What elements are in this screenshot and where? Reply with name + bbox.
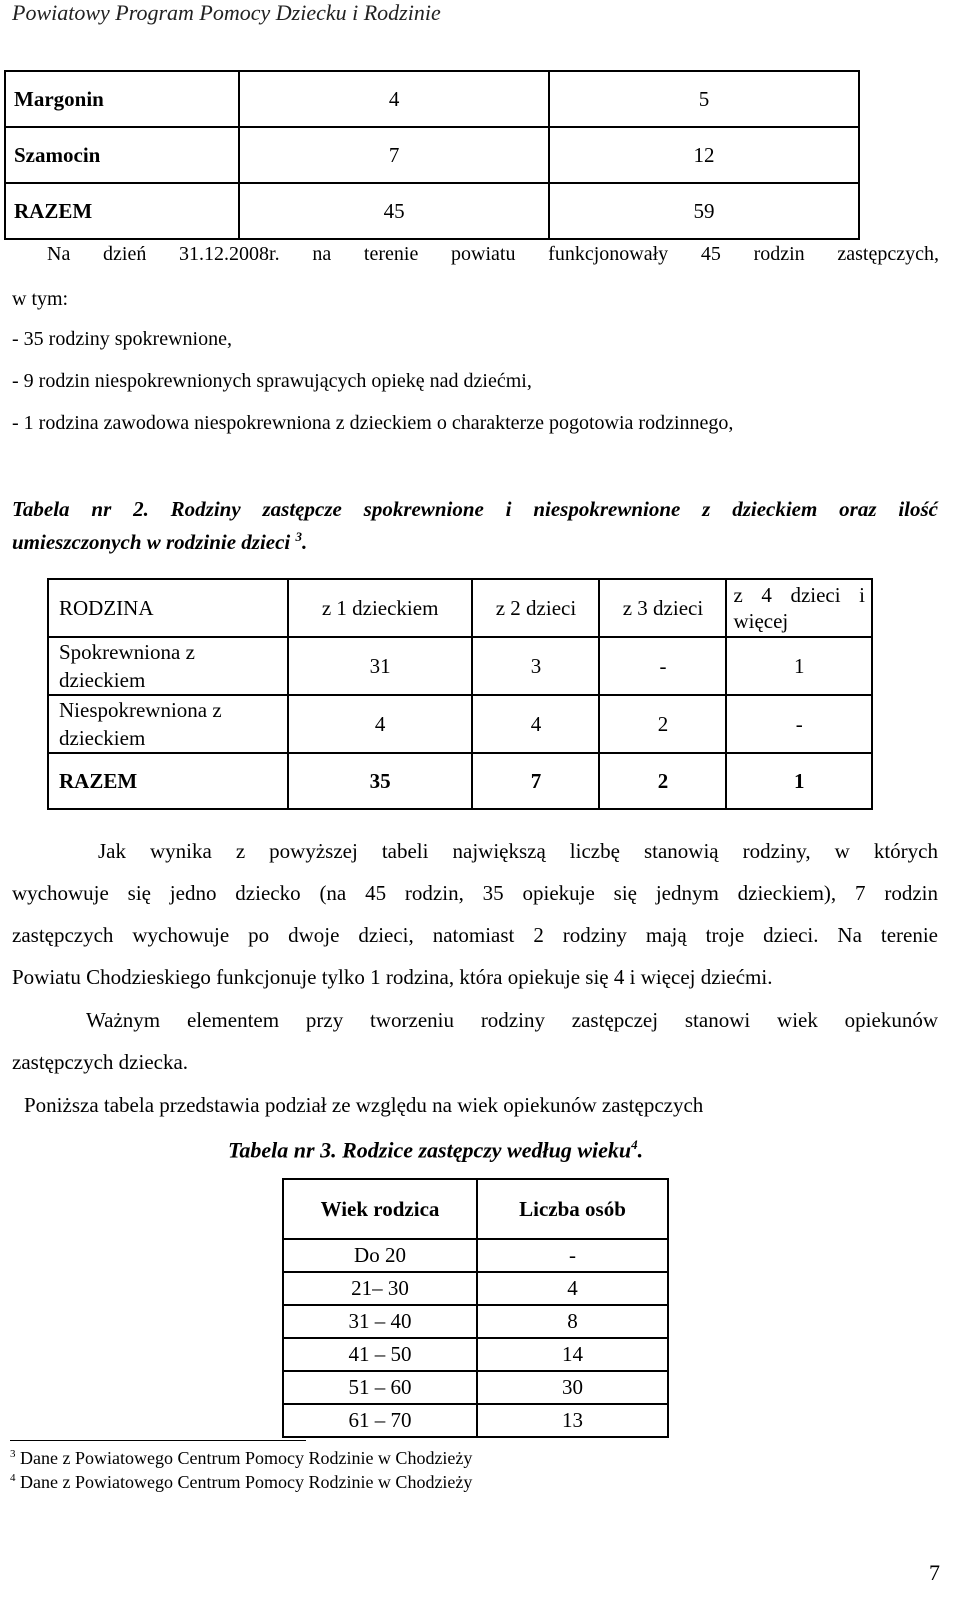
table-cell: 13 <box>477 1404 668 1437</box>
table-row <box>283 1305 668 1338</box>
table-cell: - <box>477 1239 668 1272</box>
table-cell: 14 <box>477 1338 668 1371</box>
paragraph-line: Na dzień 31.12.2008r. na terenie powiatu funkcjonowały 45 rodzin zastępczych, <box>47 243 939 265</box>
column-header: Wiek rodzica <box>283 1179 477 1239</box>
table-cell: 12 <box>549 127 859 183</box>
table-cell: Margonin <box>5 71 239 127</box>
table-cell: 4 <box>239 71 549 127</box>
list-item: - 1 rodzina zawodowa niespokrewniona z dzieckiem o charakterze pogotowia rodzinnego, <box>12 412 734 434</box>
table-cell: 5 <box>549 71 859 127</box>
list-item: - 35 rodziny spokrewnione, <box>12 328 232 350</box>
table-cell: 35 <box>288 753 473 809</box>
table-row <box>5 71 859 127</box>
table-cell: 31 <box>288 637 473 695</box>
column-header: Liczba osób <box>477 1179 668 1239</box>
table-header-row <box>48 579 872 637</box>
column-header: z 3 dzieci <box>599 579 726 637</box>
table-row <box>48 637 872 695</box>
column-header: RODZINA <box>48 579 288 637</box>
table-cell: 59 <box>549 183 859 239</box>
table-caption: Tabela nr 3. Rodzice zastępczy według wieku$^4$. <box>228 1137 644 1163</box>
table-cell: 31 – 40 <box>283 1305 477 1338</box>
column-header: z 2 dzieci <box>472 579 599 637</box>
paragraph-line: Powiatu Chodzieskiego funkcjonuje tylko 1 rodzina, która opiekuje się 4 i więcej dziećmi. <box>12 965 773 989</box>
table-cell: 4 <box>288 695 473 753</box>
table-cell: - <box>726 695 872 753</box>
table-row <box>48 695 872 753</box>
table-row <box>283 1404 668 1437</box>
paragraph-line: wychowuje się jedno dziecko (na 45 rodzin, 35 opiekuje się jednym dzieckiem), 7 rodzin <box>12 881 938 905</box>
table-cell: 7 <box>239 127 549 183</box>
table-row <box>283 1338 668 1371</box>
table-cell: Do 20 <box>283 1239 477 1272</box>
row-label: RAZEM <box>48 753 288 809</box>
row-label: Spokrewniona z dzieckiem <box>48 637 288 695</box>
paragraph-line: zastępczych wychowuje po dwoje dzieci, natomiast 2 rodziny mają troje dzieci. Na terenie <box>12 923 938 947</box>
footnote: $^4$ Dane z Powiatowego Centrum Pomocy Rodzinie w Chodzieży <box>10 1472 473 1492</box>
table-3 <box>282 1178 669 1438</box>
paragraph-line: Ważnym elementem przy tworzeniu rodziny zastępczej stanowi wiek opiekunów <box>86 1008 938 1032</box>
table-row <box>48 753 872 809</box>
page-header: Powiatowy Program Pomocy Dziecku i Rodzinie <box>12 0 441 25</box>
table-row <box>5 127 859 183</box>
table-cell: - <box>599 637 726 695</box>
table-row <box>283 1371 668 1404</box>
table-cell: 3 <box>472 637 599 695</box>
table-cell: 61 – 70 <box>283 1404 477 1437</box>
paragraph-line: Poniższa tabela przedstawia podział ze względu na wiek opiekunów zastępczych <box>24 1093 704 1117</box>
footnote: $^3$ Dane z Powiatowego Centrum Pomocy Rodzinie w Chodzieży <box>10 1448 473 1468</box>
table-cell: 1 <box>726 637 872 695</box>
table-row <box>283 1272 668 1305</box>
table-cell: 21– 30 <box>283 1272 477 1305</box>
table-caption: Tabela nr 2. Rodziny zastępcze spokrewnione i niespokrewnione z dzieckiem oraz ilość <box>12 497 938 521</box>
table-cell: RAZEM <box>5 183 239 239</box>
list-item: - 9 rodzin niespokrewnionych sprawujących opiekę nad dziećmi, <box>12 370 532 392</box>
table-2 <box>47 578 873 810</box>
table-cell: 2 <box>599 695 726 753</box>
paragraph-line: zastępczych dziecka. <box>12 1050 189 1074</box>
column-header: z 4 dzieci i więcej <box>726 579 872 637</box>
table-cell: 4 <box>472 695 599 753</box>
table-cell: 41 – 50 <box>283 1338 477 1371</box>
footnote-divider <box>10 1440 306 1441</box>
row-label: Niespokrewniona z dzieckiem <box>48 695 288 753</box>
table-header-row <box>283 1179 668 1239</box>
table-row <box>283 1239 668 1272</box>
page-number: 7 <box>929 1560 940 1585</box>
table-caption-line2: umieszczonych w rodzinie dzieci $^3$. <box>12 529 308 554</box>
table-cell: 2 <box>599 753 726 809</box>
table-cell: 1 <box>726 753 872 809</box>
table-row <box>5 183 859 239</box>
paragraph-line: Jak wynika z powyższej tabeli największą liczbę stanowią rodziny, w których <box>98 839 938 863</box>
table-cell: 30 <box>477 1371 668 1404</box>
table-1 <box>4 70 860 240</box>
column-header: z 1 dzieckiem <box>288 579 473 637</box>
table-cell: 7 <box>472 753 599 809</box>
table-cell: 51 – 60 <box>283 1371 477 1404</box>
table-cell: 4 <box>477 1272 668 1305</box>
table-cell: 45 <box>239 183 549 239</box>
table-cell: Szamocin <box>5 127 239 183</box>
table-cell: 8 <box>477 1305 668 1338</box>
paragraph-line: w tym: <box>12 288 69 310</box>
